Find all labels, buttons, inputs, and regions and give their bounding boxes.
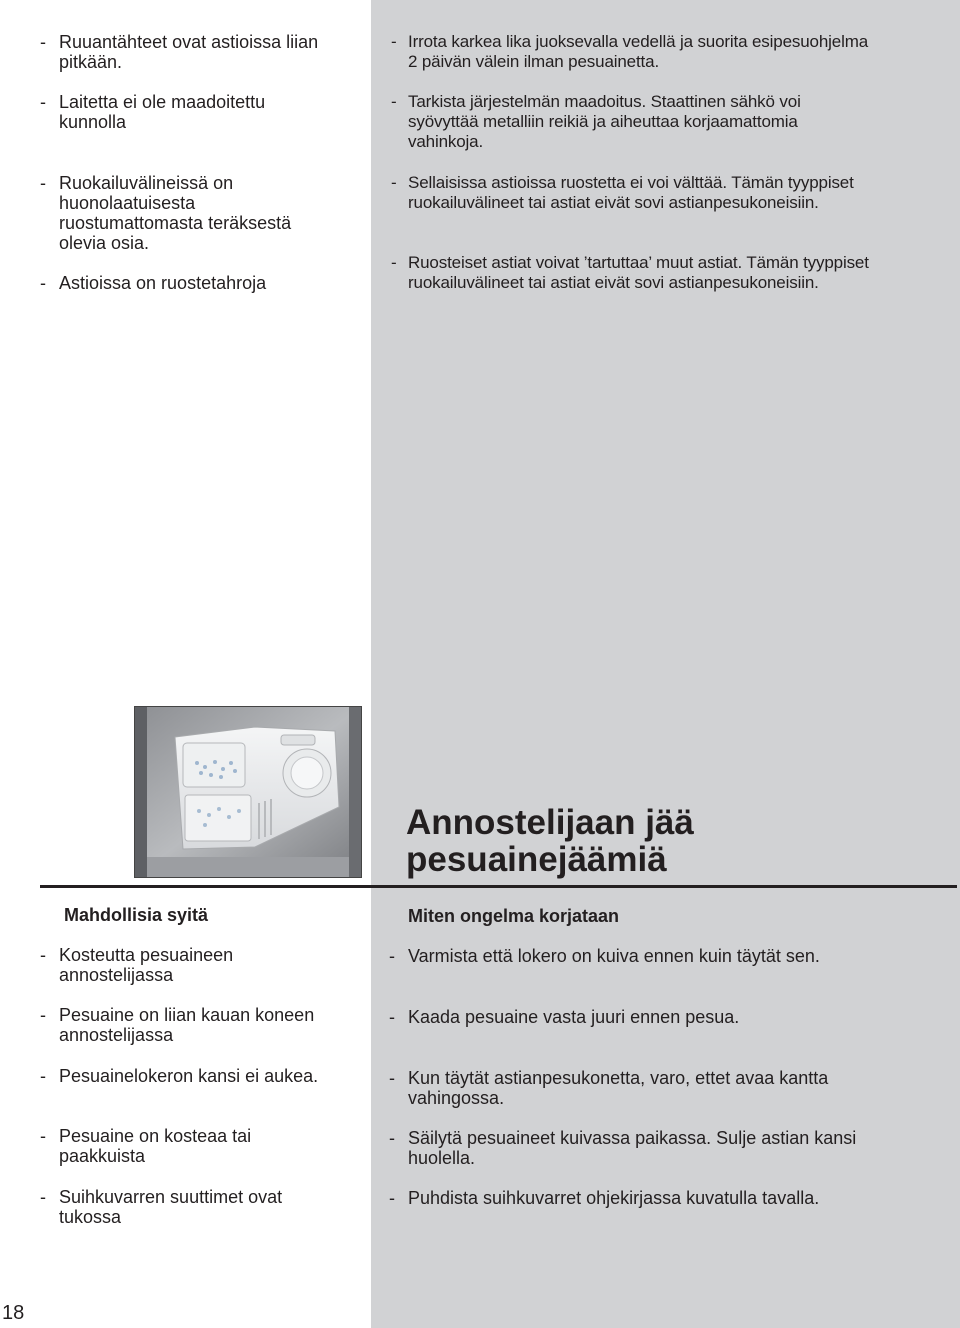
detergent-dispenser-photo — [134, 706, 362, 878]
solutions-heading: Miten ongelma korjataan — [408, 906, 620, 926]
page-number: 18 — [2, 1302, 25, 1324]
section-title: Annostelijaan jää pesuainejäämiä — [406, 803, 694, 879]
section-divider — [40, 885, 957, 888]
causes-heading: Mahdollisia syitä — [64, 905, 209, 925]
dispenser-illustration — [135, 707, 361, 877]
